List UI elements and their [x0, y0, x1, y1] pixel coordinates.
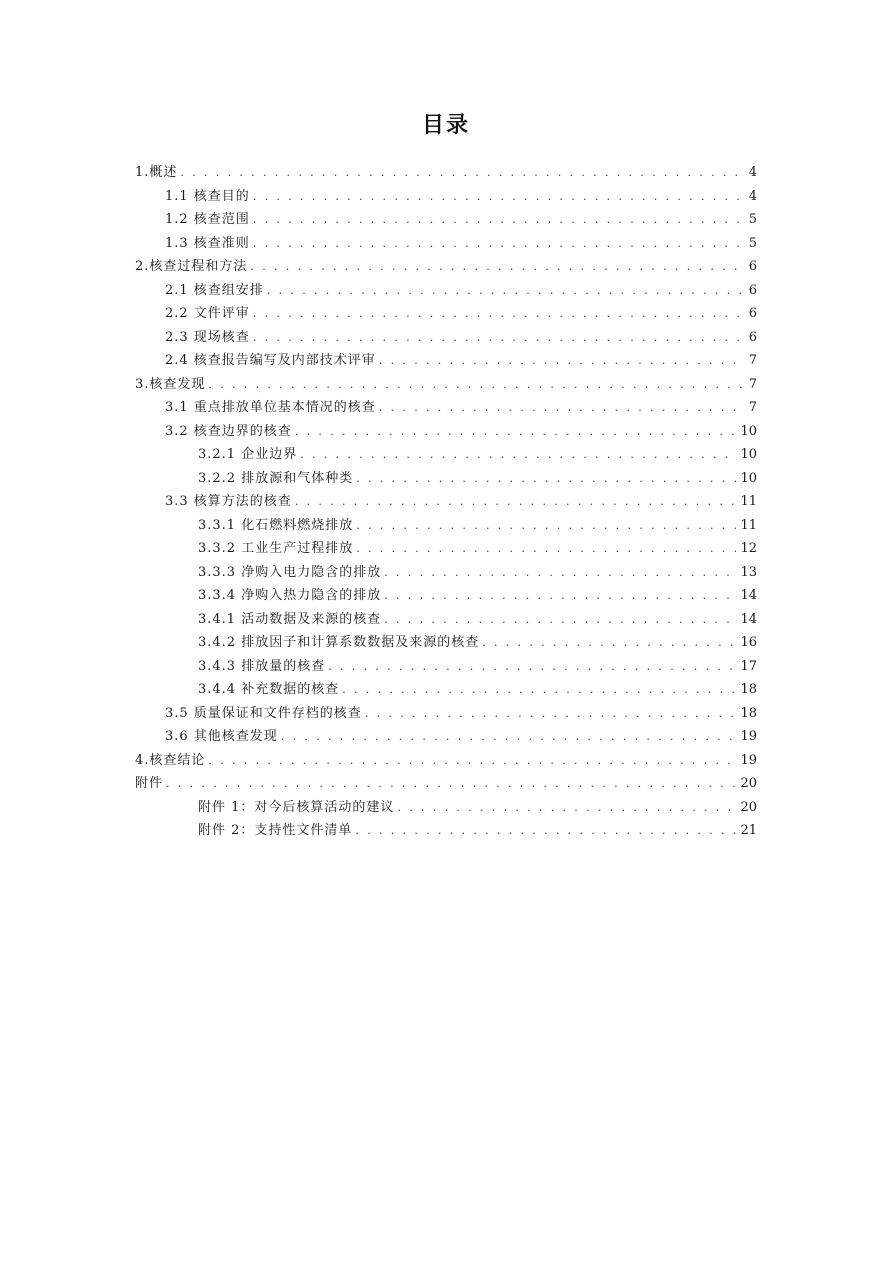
toc-entry[interactable]	[135, 819, 757, 843]
toc-entry-label: 附件 2：支持性文件清单	[198, 823, 353, 838]
toc-entry-label: 3.4.4 补充数据的核查	[198, 682, 340, 697]
toc-entry[interactable]	[135, 584, 757, 608]
toc-entry-label: 1.2 核查范围	[165, 212, 250, 227]
toc-entry-page-number: 4	[748, 188, 757, 204]
toc-entry-page-number: 14	[740, 588, 757, 603]
toc-entry[interactable]	[135, 467, 757, 491]
toc-entry[interactable]	[135, 396, 757, 420]
toc-entry-page-number: 10	[740, 423, 757, 439]
dot-leader	[267, 279, 744, 303]
toc-entry-page-number: 10	[740, 447, 757, 462]
toc-entry-label: 1.1 核查目的	[165, 188, 250, 204]
toc-entry[interactable]	[135, 631, 757, 655]
toc-entry[interactable]	[135, 208, 757, 232]
toc-entry[interactable]	[135, 655, 757, 679]
dot-leader	[379, 396, 744, 420]
toc-entry-label: 附件 1：对今后核算活动的建议	[198, 799, 395, 815]
dot-leader	[253, 185, 744, 209]
toc-entry-label: 3.2 核查边界的核查	[165, 423, 292, 439]
toc-entry[interactable]	[135, 725, 757, 749]
dot-leader	[300, 443, 737, 467]
dot-leader	[166, 772, 737, 796]
toc-entry-label: 3.3.1 化石燃料燃烧排放	[198, 517, 354, 533]
toc-entry[interactable]	[135, 678, 757, 702]
toc-entry-page-number: 14	[740, 611, 757, 627]
dot-leader	[384, 584, 737, 608]
dot-leader	[356, 514, 737, 538]
toc-entry-label: 2.3 现场核查	[165, 329, 250, 345]
toc-entry-page-number: 7	[748, 400, 757, 415]
toc-entry[interactable]	[135, 796, 757, 820]
toc-entry-page-number: 19	[740, 729, 757, 744]
toc-entry[interactable]	[135, 420, 757, 444]
toc-entry-page-number: 21	[740, 823, 757, 838]
dot-leader	[355, 819, 737, 843]
toc-entry[interactable]	[135, 608, 757, 632]
toc-entry[interactable]	[135, 373, 757, 397]
toc-entry-page-number: 6	[748, 306, 757, 321]
dot-leader	[208, 749, 737, 773]
dot-leader	[281, 725, 738, 749]
toc-entry-label: 3.1 重点排放单位基本情况的核查	[165, 400, 376, 415]
toc-entry-label: 2.核查过程和方法	[135, 259, 248, 274]
dot-leader	[379, 349, 744, 373]
dot-leader	[208, 373, 744, 397]
toc-entry-label: 3.3 核算方法的核查	[165, 494, 292, 509]
dot-leader	[384, 608, 737, 632]
dot-leader	[295, 420, 738, 444]
toc-entry[interactable]	[135, 561, 757, 585]
toc-entry[interactable]	[135, 232, 757, 256]
dot-leader	[180, 161, 744, 185]
toc-entry[interactable]	[135, 185, 757, 209]
dot-leader	[356, 537, 737, 561]
dot-leader	[384, 561, 737, 585]
toc-entry-page-number: 4	[748, 165, 757, 180]
toc-entry[interactable]	[135, 490, 757, 514]
dot-leader	[397, 796, 737, 820]
toc-entry-label: 3.4.3 排放量的核查	[198, 658, 326, 674]
page-title: 目录	[421, 113, 470, 138]
dot-leader	[365, 702, 738, 726]
toc-entry-label: 3.6 其他核查发现	[165, 729, 278, 744]
toc-entry[interactable]	[135, 443, 757, 467]
toc-entry-page-number: 12	[740, 541, 757, 556]
toc-entry-page-number: 11	[740, 517, 757, 533]
toc-entry-label: 附件	[135, 776, 164, 791]
dot-leader	[295, 490, 738, 514]
toc-entry-page-number: 5	[748, 212, 757, 227]
toc-entry-page-number: 10	[740, 470, 757, 486]
toc-entry-label: 3.3.3 净购入电力隐含的排放	[198, 564, 382, 580]
toc-entry-label: 1.概述	[135, 165, 178, 180]
toc-entry-page-number: 5	[748, 235, 757, 251]
toc-entry[interactable]	[135, 302, 757, 326]
dot-leader	[253, 326, 744, 350]
toc-entry-label: 4.核查结论	[135, 752, 206, 768]
toc-entry-page-number: 18	[740, 682, 757, 697]
toc-entry-label: 3.2.2 排放源和气体种类	[198, 470, 354, 486]
toc-entry-page-number: 6	[748, 259, 757, 274]
dot-leader	[250, 255, 744, 279]
dot-leader	[253, 232, 744, 256]
dot-leader	[253, 302, 744, 326]
toc-entry-page-number: 11	[740, 494, 757, 509]
toc-entry-page-number: 19	[740, 752, 757, 768]
table-of-contents	[135, 161, 757, 843]
toc-entry-page-number: 16	[740, 635, 757, 650]
dot-leader	[253, 208, 744, 232]
toc-entry-page-number: 17	[740, 658, 757, 674]
toc-entry-label: 1.3 核查准则	[165, 235, 250, 251]
toc-entry-label: 3.5 质量保证和文件存档的核查	[165, 705, 362, 721]
toc-entry-page-number: 20	[740, 799, 757, 815]
toc-entry-page-number: 6	[748, 282, 757, 298]
toc-entry[interactable]	[135, 349, 757, 373]
toc-entry-label: 2.1 核查组安排	[165, 282, 264, 298]
toc-entry-label: 2.4 核查报告编写及内部技术评审	[165, 353, 376, 368]
toc-entry-label: 3.3.2 工业生产过程排放	[198, 541, 354, 556]
toc-entry-label: 3.3.4 净购入热力隐含的排放	[198, 588, 382, 603]
toc-entry-label: 3.核查发现	[135, 376, 206, 392]
toc-entry-label: 3.4.2 排放因子和计算系数数据及来源的核查	[198, 635, 480, 650]
dot-leader	[356, 467, 737, 491]
toc-entry[interactable]	[135, 161, 757, 185]
toc-entry[interactable]	[135, 749, 757, 773]
toc-entry-page-number: 7	[748, 353, 757, 368]
toc-entry[interactable]	[135, 537, 757, 561]
toc-entry-label: 3.2.1 企业边界	[198, 447, 298, 462]
toc-entry-page-number: 7	[748, 376, 757, 392]
toc-entry-page-number: 18	[740, 705, 757, 721]
dot-leader	[342, 678, 737, 702]
toc-entry-label: 3.4.1 活动数据及来源的核查	[198, 611, 382, 627]
toc-entry-page-number: 20	[740, 776, 757, 791]
toc-entry[interactable]	[135, 514, 757, 538]
toc-entry-label: 2.2 文件评审	[165, 306, 250, 321]
toc-entry[interactable]	[135, 326, 757, 350]
toc-entry[interactable]	[135, 279, 757, 303]
toc-entry[interactable]	[135, 702, 757, 726]
toc-entry-page-number: 6	[748, 329, 757, 345]
toc-entry-page-number: 13	[740, 564, 757, 580]
dot-leader	[482, 631, 737, 655]
toc-entry[interactable]	[135, 772, 757, 796]
toc-entry[interactable]	[135, 255, 757, 279]
dot-leader	[328, 655, 737, 679]
